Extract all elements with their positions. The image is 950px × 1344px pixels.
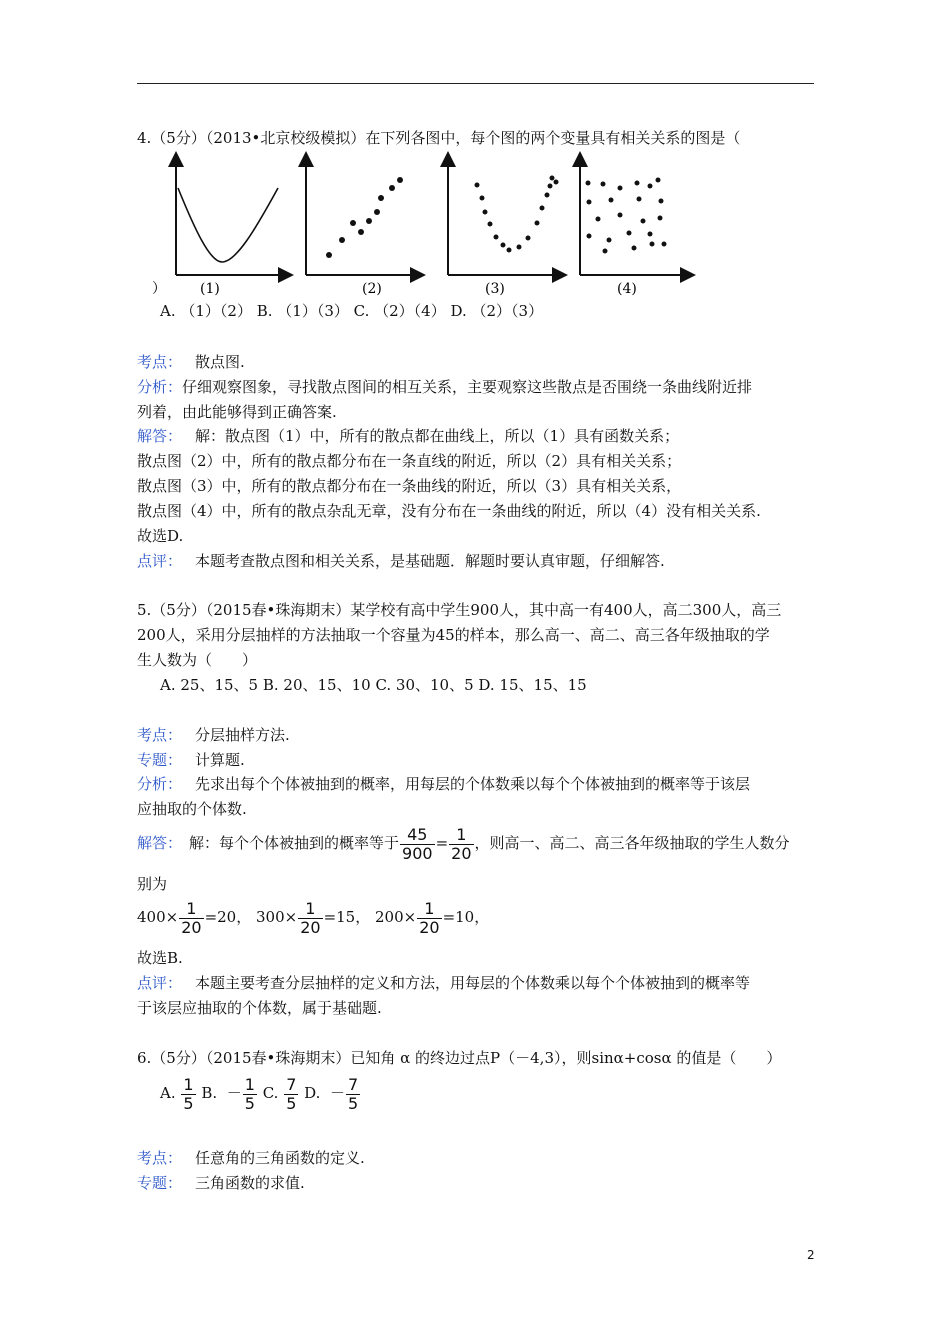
q4-stem: 4.（5分）（2013•北京校级模拟）在下列各图中，每个图的两个变量具有相关关系的图是（	[137, 129, 741, 147]
q5-jieda-2: 别为	[137, 875, 168, 893]
q4-fenxi-2: 列着，由此能够得到正确答案.	[137, 403, 337, 421]
figure-4-random-scatter	[580, 153, 694, 297]
q5-kaodian: 考点： 分层抽样方法.	[137, 726, 290, 744]
q5-options: A. 25、15、5 B. 20、15、10 C. 30、10、5 D. 15、15、15	[160, 676, 587, 694]
q5-fenxi: 分析： 先求出每个个体被抽到的概率，用每层的个体数乘以每个个体被抽到的概率等于该层	[137, 775, 751, 793]
fraction-1-20: $\frac{1}{20}$	[451, 824, 472, 863]
figure-2-linear-scatter	[306, 153, 424, 297]
q6-kaodian: 考点： 任意角的三角函数的定义.	[137, 1149, 365, 1167]
figure-4-caption: (4)	[617, 281, 637, 297]
q5-jieda-4: 故选B.	[137, 949, 183, 967]
dianping-label: 点评：	[137, 552, 183, 570]
figure-3-curve-scatter	[448, 153, 566, 297]
q4-options: A. （1）（2） B. （1）（3） C. （2）（4） D. （2）（3）	[160, 302, 544, 320]
figure-3-points	[475, 176, 559, 253]
q5-zhuanti: 专题： 计算题.	[137, 751, 245, 769]
q4-fenxi: 分析：仔细观察图象，寻找散点图间的相互关系，主要观察这些散点是否围绕一条曲线附近排	[137, 378, 753, 396]
kaodian-label: 考点：	[137, 353, 183, 371]
q5-fenxi-2: 应抽取的个体数.	[137, 800, 247, 818]
figure-1-caption: (1)	[200, 281, 220, 297]
jieda-label: 解答：	[137, 427, 183, 445]
q4-kaodian: 考点： 散点图.	[137, 353, 245, 371]
q4-jieda-4: 散点图（4）中，所有的散点杂乱无章，没有分布在一条曲线的附近，所以（4）没有相关关系.	[137, 502, 761, 520]
q5-stem-3: 生人数为（ ）	[137, 651, 258, 669]
q5-dianping: 点评： 本题主要考查分层抽样的定义和方法，用每层的个体数乘以每个个体被抽到的概率等	[137, 974, 751, 992]
figure-4-points	[586, 178, 667, 254]
q6-zhuanti: 专题： 三角函数的求值.	[137, 1174, 305, 1192]
page-number: 2	[807, 1248, 815, 1262]
q6-options: A. $\frac{1}{5}$ B. － $\frac{1}{5}$ C. $\frac{7}{5}$ D. － $\frac{7}{5}$	[160, 1074, 359, 1113]
q4-jieda-2: 散点图（2）中，所有的散点都分布在一条直线的附近，所以（2）具有相关关系；	[137, 452, 682, 470]
figure-2-points	[326, 177, 403, 258]
fraction-45-900: $\frac{45}{900}$	[402, 824, 433, 863]
q5-jieda-3: 400× $\frac{1}{20}$ =20， 300× $\frac{1}{20}$ =15， 200× $\frac{1}{20}$ =10，	[137, 898, 490, 937]
q4-jieda-5: 故选D.	[137, 527, 184, 545]
fenxi-label: 分析：	[137, 378, 183, 396]
figure-3-caption: (3)	[485, 281, 505, 297]
q5-stem-1: 5.（5分）（2015春•珠海期末）某学校有高中学生900人，其中高一有400人，高二300人，高三	[137, 601, 782, 619]
figure-1-curve	[176, 153, 292, 297]
figure-2-caption: (2)	[362, 281, 382, 297]
q4-jieda: 解答： 解：散点图（1）中，所有的散点都在曲线上，所以（1）具有函数关系；	[137, 427, 680, 445]
q5-jieda: 解答： 解：每个个体被抽到的概率等于 $\frac{45}{900}$ = $\frac{1}{20}$ ，则高一、高二、高三各年级抽取的学生人数分	[137, 824, 790, 863]
q4-stem-close: ）	[152, 281, 166, 297]
q5-dianping-2: 于该层应抽取的个体数，属于基础题.	[137, 999, 382, 1017]
q5-stem-2: 200人，采用分层抽样的方法抽取一个容量为45的样本，那么高一、高二、高三各年级抽取的学	[137, 626, 770, 644]
q4-dianping: 点评： 本题考查散点图和相关关系，是基础题．解题时要认真审题，仔细解答.	[137, 552, 665, 570]
q4-jieda-3: 散点图（3）中，所有的散点都分布在一条曲线的附近，所以（3）具有相关关系，	[137, 477, 682, 495]
q6-stem: 6.（5分）（2015春•珠海期末）已知角 α 的终边过点P（－4,3），则sinα+cosα 的值是（ ）	[137, 1049, 782, 1067]
